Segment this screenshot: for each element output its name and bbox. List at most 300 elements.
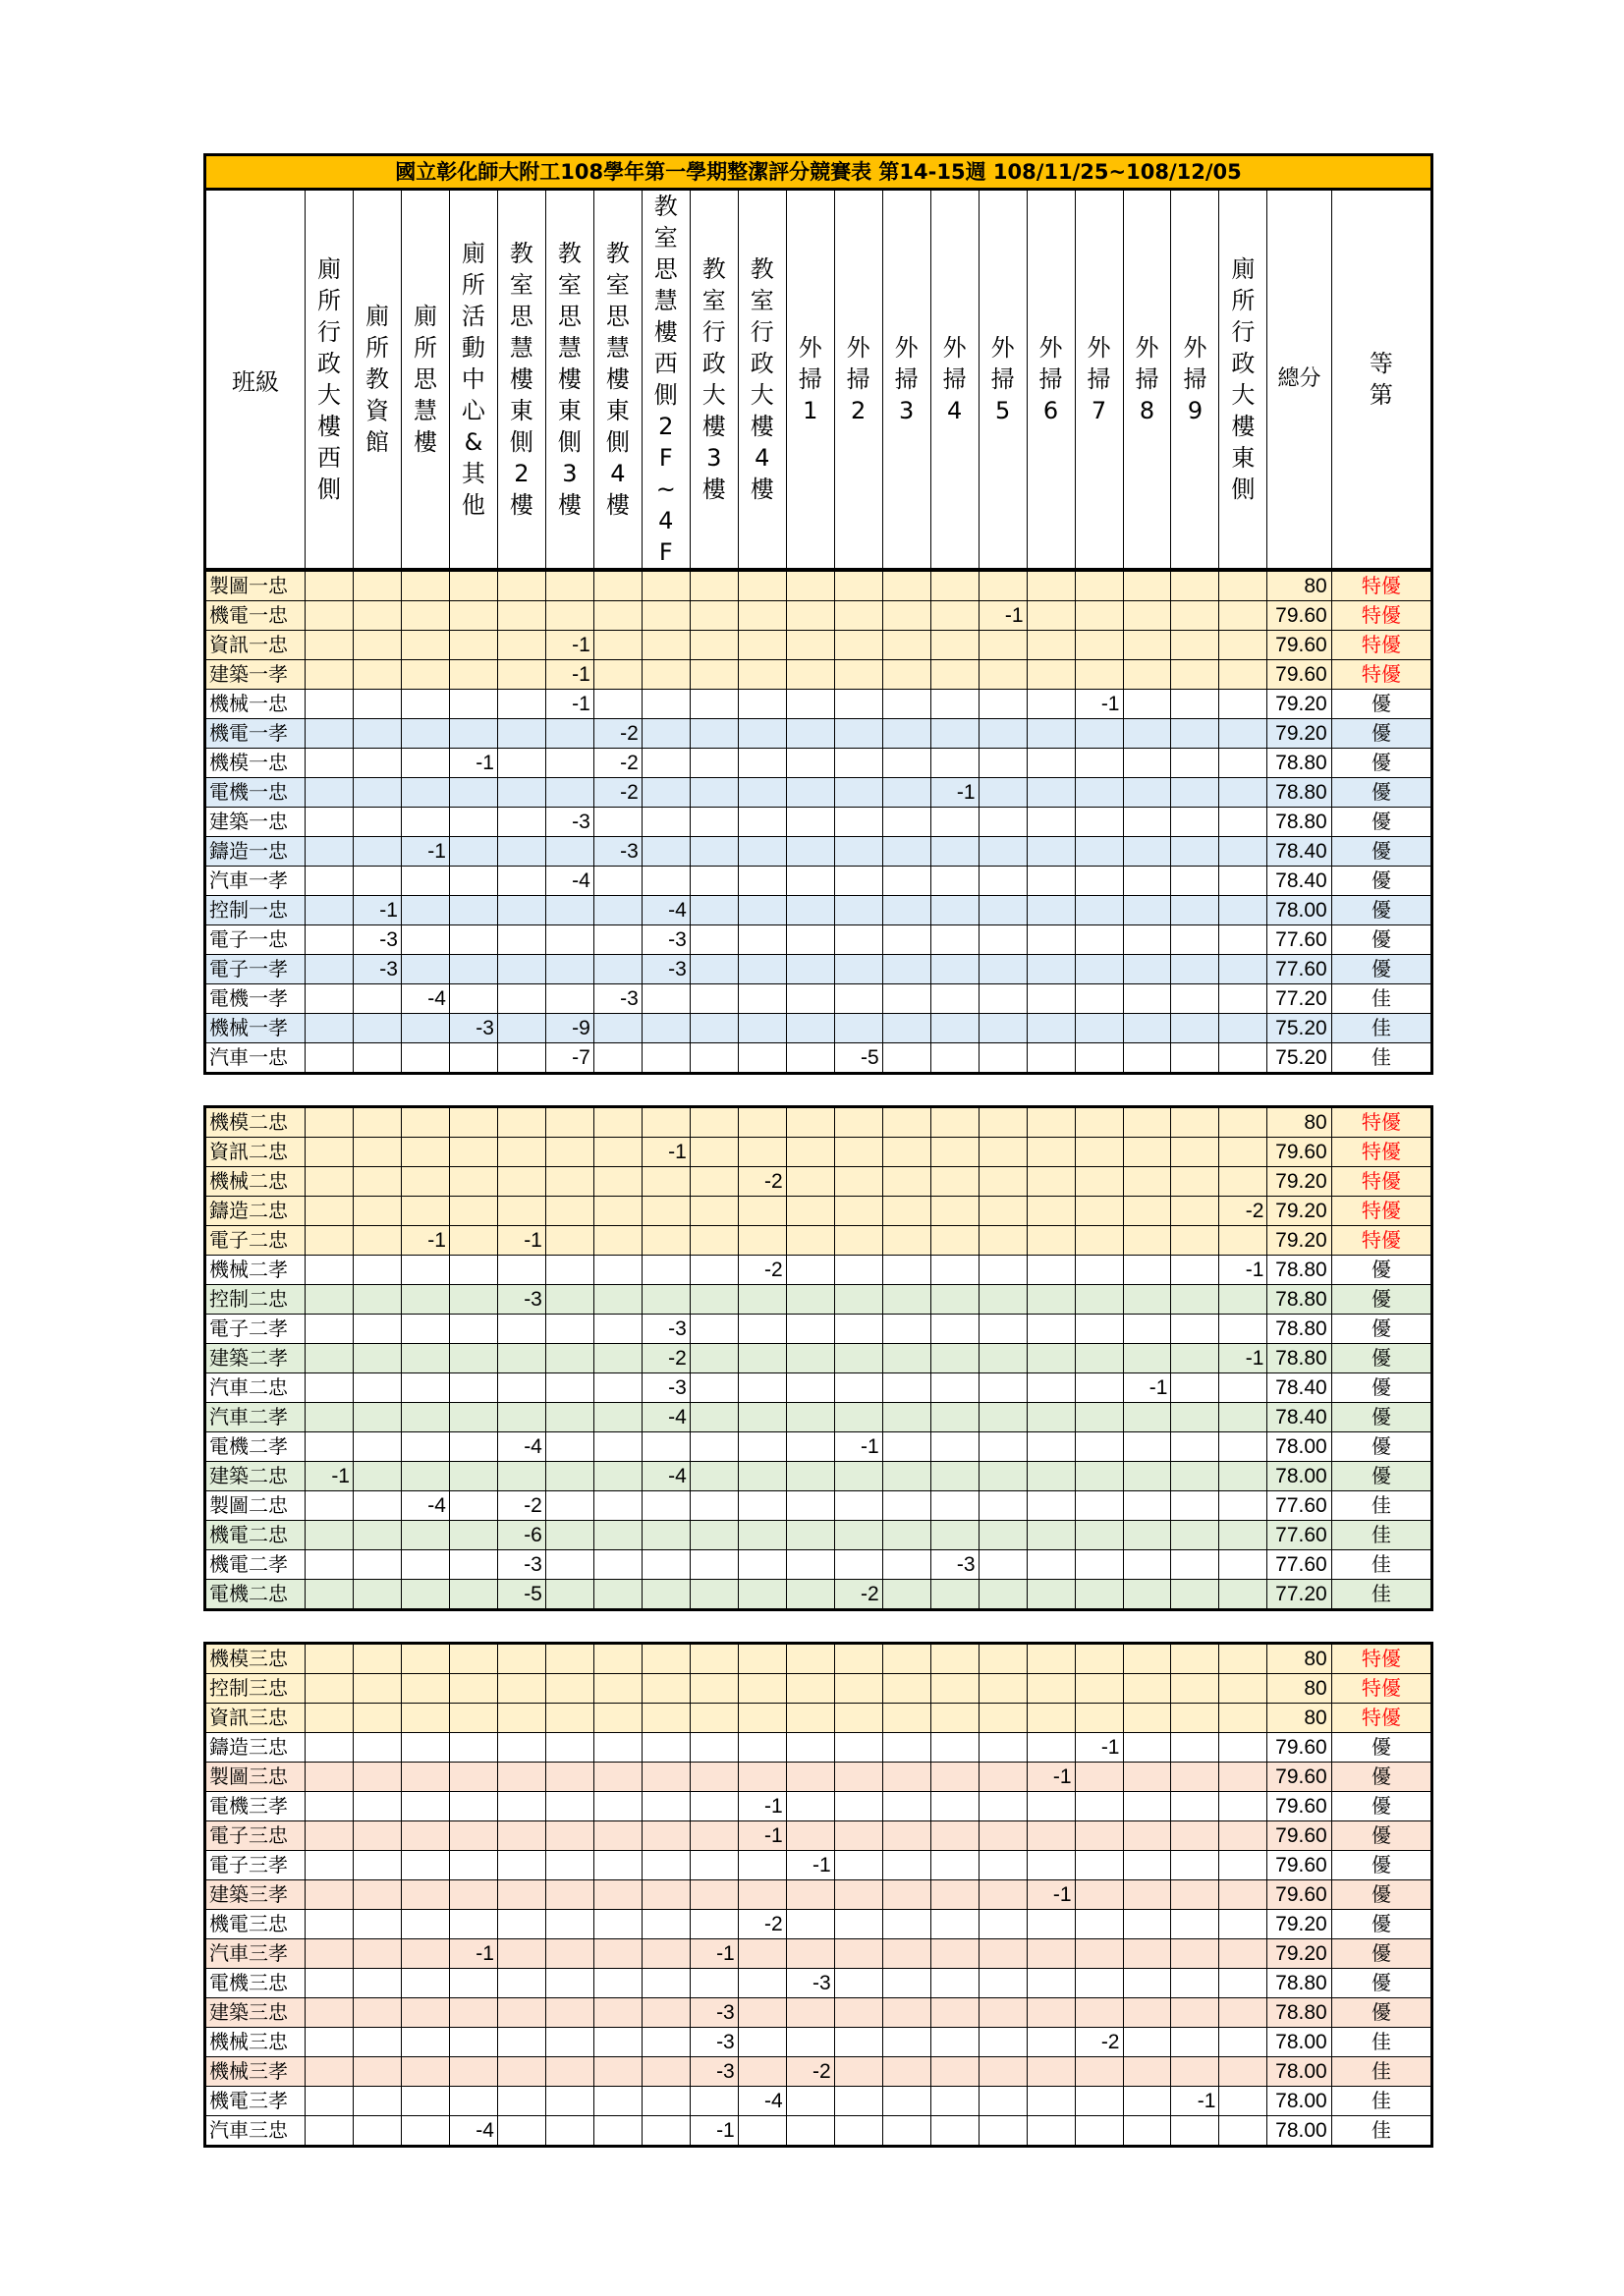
deduction-c6 (545, 719, 593, 749)
deduction-c2 (354, 1403, 402, 1432)
table-row (205, 1969, 1432, 1998)
deduction-c6 (545, 1998, 593, 2028)
deduction-c3 (401, 925, 449, 955)
deduction-c4 (449, 1821, 497, 1851)
deduction-c10 (738, 1285, 786, 1315)
deduction-c15 (979, 1403, 1027, 1432)
deduction-c9: -3 (690, 1998, 738, 2028)
deduction-c9 (690, 1969, 738, 1998)
grade-block-3 (203, 1642, 1433, 2148)
deduction-c2 (354, 1226, 402, 1256)
deduction-c17 (1075, 1939, 1123, 1969)
deduction-c4 (449, 1373, 497, 1403)
header-c3: 廁所思慧樓 (401, 191, 449, 570)
deduction-c10 (738, 1969, 786, 1998)
deduction-c10 (738, 867, 786, 896)
deduction-c10 (738, 925, 786, 955)
deduction-c16: -1 (1027, 1763, 1075, 1792)
deduction-c17 (1075, 1910, 1123, 1939)
deduction-c5 (497, 1107, 545, 1138)
deduction-c7 (593, 1315, 642, 1344)
deduction-c18 (1123, 1969, 1171, 1998)
deduction-c17 (1075, 1998, 1123, 2028)
deduction-c9 (690, 1763, 738, 1792)
deduction-c5 (497, 690, 545, 719)
rank-grade: 優 (1331, 1733, 1431, 1763)
deduction-c7 (593, 1550, 642, 1580)
deduction-c5: -3 (497, 1550, 545, 1580)
deduction-c2 (354, 867, 402, 896)
table-row (205, 1491, 1432, 1521)
deduction-c3 (401, 1939, 449, 1969)
deduction-c12 (834, 1550, 882, 1580)
deduction-c2 (354, 2116, 402, 2147)
deduction-c8 (642, 1580, 690, 1610)
deduction-c6 (545, 778, 593, 808)
deduction-c1 (306, 1107, 354, 1138)
deduction-c10 (738, 1226, 786, 1256)
deduction-c1 (306, 1344, 354, 1373)
deduction-c16 (1027, 1432, 1075, 1462)
deduction-c13 (882, 1763, 930, 1792)
class-name: 建築三孝 (205, 1880, 306, 1910)
deduction-c2 (354, 1763, 402, 1792)
deduction-c19 (1171, 1256, 1219, 1285)
deduction-c7: -2 (593, 749, 642, 778)
deduction-c8: -2 (642, 1344, 690, 1373)
deduction-c16 (1027, 749, 1075, 778)
class-name: 機械二忠 (205, 1167, 306, 1197)
rank-grade: 佳 (1331, 2116, 1431, 2147)
deduction-c15 (979, 1674, 1027, 1704)
deduction-c13 (882, 808, 930, 837)
deduction-c2 (354, 1138, 402, 1167)
deduction-c16 (1027, 955, 1075, 984)
deduction-c9 (690, 1821, 738, 1851)
deduction-c3 (401, 1821, 449, 1851)
deduction-c17 (1075, 1792, 1123, 1821)
deduction-c13 (882, 1580, 930, 1610)
deduction-c8 (642, 778, 690, 808)
rank-grade: 特優 (1331, 1226, 1431, 1256)
deduction-c4 (449, 1550, 497, 1580)
deduction-c2 (354, 601, 402, 631)
deduction-c14 (930, 1462, 979, 1491)
deduction-c20 (1219, 1491, 1267, 1521)
deduction-c6: -1 (545, 631, 593, 660)
deduction-c10 (738, 719, 786, 749)
rank-grade: 優 (1331, 1969, 1431, 1998)
deduction-c3 (401, 1674, 449, 1704)
rank-grade: 佳 (1331, 1550, 1431, 1580)
rank-grade: 優 (1331, 1763, 1431, 1792)
deduction-c15 (979, 1998, 1027, 2028)
deduction-c11 (786, 719, 834, 749)
total-score: 79.60 (1267, 1880, 1331, 1910)
rank-grade: 特優 (1331, 1644, 1431, 1674)
rank-grade: 優 (1331, 955, 1431, 984)
class-name: 電子二孝 (205, 1315, 306, 1344)
deduction-c12 (834, 1373, 882, 1403)
deduction-c19 (1171, 601, 1219, 631)
deduction-c2 (354, 1315, 402, 1344)
deduction-c19 (1171, 1763, 1219, 1792)
deduction-c16 (1027, 1851, 1075, 1880)
table-row (205, 1939, 1432, 1969)
deduction-c1 (306, 1674, 354, 1704)
deduction-c4 (449, 2057, 497, 2087)
deduction-c19 (1171, 1521, 1219, 1550)
deduction-c2 (354, 2087, 402, 2116)
deduction-c15 (979, 1043, 1027, 1074)
total-score: 79.20 (1267, 719, 1331, 749)
deduction-c16 (1027, 1226, 1075, 1256)
deduction-c12 (834, 1521, 882, 1550)
deduction-c18 (1123, 1256, 1171, 1285)
deduction-c12 (834, 2087, 882, 2116)
deduction-c20 (1219, 896, 1267, 925)
deduction-c14 (930, 808, 979, 837)
deduction-c12 (834, 1910, 882, 1939)
deduction-c12 (834, 1167, 882, 1197)
deduction-c5 (497, 1733, 545, 1763)
class-name: 電子三忠 (205, 1821, 306, 1851)
deduction-c7 (593, 2087, 642, 2116)
deduction-c15 (979, 690, 1027, 719)
deduction-c8: -3 (642, 955, 690, 984)
deduction-c2 (354, 1880, 402, 1910)
deduction-c17 (1075, 1550, 1123, 1580)
rank-grade: 優 (1331, 719, 1431, 749)
deduction-c6 (545, 1851, 593, 1880)
deduction-c5 (497, 1821, 545, 1851)
deduction-c14 (930, 749, 979, 778)
deduction-c15 (979, 1521, 1027, 1550)
deduction-c13 (882, 2116, 930, 2147)
deduction-c20 (1219, 690, 1267, 719)
deduction-c7 (593, 1226, 642, 1256)
deduction-c4 (449, 808, 497, 837)
deduction-c10 (738, 1107, 786, 1138)
deduction-c11 (786, 1821, 834, 1851)
deduction-c16 (1027, 1644, 1075, 1674)
deduction-c20 (1219, 749, 1267, 778)
deduction-c7 (593, 1674, 642, 1704)
deduction-c12 (834, 1285, 882, 1315)
class-name: 機電二忠 (205, 1521, 306, 1550)
deduction-c15 (979, 1462, 1027, 1491)
deduction-c12 (834, 572, 882, 601)
deduction-c16 (1027, 1821, 1075, 1851)
header-cls: 班級 (205, 191, 306, 570)
deduction-c16 (1027, 631, 1075, 660)
deduction-c10 (738, 1491, 786, 1521)
deduction-c6 (545, 896, 593, 925)
deduction-c16 (1027, 1344, 1075, 1373)
deduction-c11 (786, 837, 834, 867)
deduction-c12 (834, 778, 882, 808)
deduction-c8 (642, 1285, 690, 1315)
deduction-c5 (497, 1792, 545, 1821)
deduction-c8: -4 (642, 1462, 690, 1491)
deduction-c16 (1027, 660, 1075, 690)
deduction-c12 (834, 2057, 882, 2087)
deduction-c14 (930, 1432, 979, 1462)
deduction-c4 (449, 572, 497, 601)
deduction-c16 (1027, 867, 1075, 896)
header-c15: 外掃5 (979, 191, 1027, 570)
total-score: 77.60 (1267, 1521, 1331, 1550)
table-row (205, 1403, 1432, 1432)
table-row (205, 719, 1432, 749)
deduction-c13 (882, 1315, 930, 1344)
deduction-c5 (497, 778, 545, 808)
table-row (205, 837, 1432, 867)
total-score: 79.60 (1267, 601, 1331, 631)
deduction-c9 (690, 1432, 738, 1462)
deduction-c9 (690, 984, 738, 1014)
deduction-c13 (882, 1491, 930, 1521)
deduction-c13 (882, 1851, 930, 1880)
deduction-c3 (401, 2116, 449, 2147)
rank-grade: 特優 (1331, 1197, 1431, 1226)
deduction-c10 (738, 1403, 786, 1432)
deduction-c4 (449, 1580, 497, 1610)
deduction-c4 (449, 1138, 497, 1167)
deduction-c13 (882, 1373, 930, 1403)
deduction-c17 (1075, 1167, 1123, 1197)
deduction-c20 (1219, 1043, 1267, 1074)
deduction-c5 (497, 955, 545, 984)
deduction-c4 (449, 1998, 497, 2028)
deduction-c19 (1171, 896, 1219, 925)
rank-grade: 優 (1331, 1315, 1431, 1344)
deduction-c20 (1219, 1107, 1267, 1138)
deduction-c16 (1027, 1256, 1075, 1285)
class-name: 資訊一忠 (205, 631, 306, 660)
deduction-c12 (834, 2116, 882, 2147)
deduction-c15 (979, 808, 1027, 837)
deduction-c7 (593, 1969, 642, 1998)
total-score: 78.80 (1267, 1969, 1331, 1998)
deduction-c4 (449, 1043, 497, 1074)
deduction-c6 (545, 984, 593, 1014)
deduction-c19 (1171, 1344, 1219, 1373)
deduction-c9 (690, 1644, 738, 1674)
deduction-c8 (642, 1851, 690, 1880)
table-row (205, 749, 1432, 778)
deduction-c14 (930, 1821, 979, 1851)
deduction-c18 (1123, 1107, 1171, 1138)
deduction-c18 (1123, 1432, 1171, 1462)
deduction-c14 (930, 2028, 979, 2057)
deduction-c20 (1219, 1821, 1267, 1851)
deduction-c5: -5 (497, 1580, 545, 1610)
total-score: 80 (1267, 1704, 1331, 1733)
deduction-c11 (786, 1315, 834, 1344)
total-score: 79.60 (1267, 1792, 1331, 1821)
rank-grade: 優 (1331, 1851, 1431, 1880)
deduction-c8 (642, 1910, 690, 1939)
deduction-c14 (930, 1998, 979, 2028)
deduction-c20: -1 (1219, 1344, 1267, 1373)
deduction-c1 (306, 719, 354, 749)
total-score: 79.60 (1267, 631, 1331, 660)
deduction-c12 (834, 719, 882, 749)
deduction-c4 (449, 1969, 497, 1998)
deduction-c10 (738, 1550, 786, 1580)
rank-grade: 佳 (1331, 2028, 1431, 2057)
deduction-c4 (449, 1226, 497, 1256)
deduction-c19 (1171, 1107, 1219, 1138)
deduction-c3: -1 (401, 837, 449, 867)
table-row (205, 660, 1432, 690)
deduction-c19 (1171, 1550, 1219, 1580)
deduction-c2 (354, 837, 402, 867)
header-rank: 等第 (1331, 191, 1431, 570)
rank-grade: 優 (1331, 1998, 1431, 2028)
deduction-c13 (882, 1043, 930, 1074)
deduction-c4 (449, 719, 497, 749)
deduction-c9 (690, 601, 738, 631)
deduction-c15 (979, 2057, 1027, 2087)
deduction-c7 (593, 1043, 642, 1074)
deduction-c2 (354, 1644, 402, 1674)
deduction-c14 (930, 867, 979, 896)
deduction-c12 (834, 1851, 882, 1880)
total-score: 78.40 (1267, 837, 1331, 867)
deduction-c15 (979, 1138, 1027, 1167)
deduction-c8 (642, 984, 690, 1014)
total-score: 79.20 (1267, 1197, 1331, 1226)
deduction-c12 (834, 1107, 882, 1138)
deduction-c7 (593, 1998, 642, 2028)
deduction-c10 (738, 1644, 786, 1674)
deduction-c9: -3 (690, 2057, 738, 2087)
deduction-c18 (1123, 1462, 1171, 1491)
deduction-c7 (593, 808, 642, 837)
deduction-c20 (1219, 1315, 1267, 1344)
deduction-c15 (979, 660, 1027, 690)
table-row (205, 1733, 1432, 1763)
deduction-c1: -1 (306, 1462, 354, 1491)
deduction-c9 (690, 1167, 738, 1197)
deduction-c4: -3 (449, 1014, 497, 1043)
deduction-c7 (593, 1167, 642, 1197)
deduction-c13 (882, 1285, 930, 1315)
deduction-c19 (1171, 1432, 1219, 1462)
deduction-c9 (690, 1226, 738, 1256)
total-score: 78.80 (1267, 749, 1331, 778)
deduction-c3 (401, 1315, 449, 1344)
deduction-c6 (545, 1373, 593, 1403)
deduction-c6 (545, 1491, 593, 1521)
deduction-c18 (1123, 690, 1171, 719)
deduction-c11 (786, 601, 834, 631)
deduction-c12 (834, 1763, 882, 1792)
deduction-c8: -3 (642, 1373, 690, 1403)
deduction-c14: -3 (930, 1550, 979, 1580)
deduction-c1 (306, 1704, 354, 1733)
deduction-c17 (1075, 778, 1123, 808)
deduction-c1 (306, 778, 354, 808)
deduction-c10: -2 (738, 1910, 786, 1939)
table-row (205, 572, 1432, 601)
deduction-c18 (1123, 2087, 1171, 2116)
deduction-c16 (1027, 837, 1075, 867)
deduction-c5 (497, 1197, 545, 1226)
deduction-c5 (497, 601, 545, 631)
deduction-c3 (401, 601, 449, 631)
deduction-c18 (1123, 1315, 1171, 1344)
deduction-c11 (786, 1674, 834, 1704)
deduction-c5 (497, 837, 545, 867)
total-score: 78.80 (1267, 1256, 1331, 1285)
deduction-c4: -4 (449, 2116, 497, 2147)
deduction-c9 (690, 778, 738, 808)
deduction-c13 (882, 1998, 930, 2028)
deduction-c10: -2 (738, 1256, 786, 1285)
total-score: 79.60 (1267, 1733, 1331, 1763)
deduction-c17: -1 (1075, 690, 1123, 719)
class-name: 控制三忠 (205, 1674, 306, 1704)
deduction-c10 (738, 660, 786, 690)
deduction-c5 (497, 2028, 545, 2057)
deduction-c1 (306, 2116, 354, 2147)
deduction-c7 (593, 1939, 642, 1969)
deduction-c16 (1027, 719, 1075, 749)
deduction-c13 (882, 572, 930, 601)
deduction-c14 (930, 984, 979, 1014)
deduction-c5 (497, 1373, 545, 1403)
grade-block-2 (203, 1105, 1433, 1611)
deduction-c14 (930, 660, 979, 690)
rank-grade: 優 (1331, 867, 1431, 896)
deduction-c20 (1219, 1550, 1267, 1580)
rank-grade: 優 (1331, 1256, 1431, 1285)
deduction-c15 (979, 572, 1027, 601)
deduction-c2 (354, 1285, 402, 1315)
deduction-c3: -4 (401, 1491, 449, 1521)
deduction-c20 (1219, 867, 1267, 896)
deduction-c11 (786, 1167, 834, 1197)
deduction-c19 (1171, 1792, 1219, 1821)
deduction-c6 (545, 1580, 593, 1610)
deduction-c20 (1219, 1674, 1267, 1704)
deduction-c8 (642, 2057, 690, 2087)
deduction-c9 (690, 1197, 738, 1226)
deduction-c20 (1219, 1998, 1267, 2028)
deduction-c7 (593, 572, 642, 601)
deduction-c15 (979, 1969, 1027, 1998)
deduction-c20 (1219, 1462, 1267, 1491)
deduction-c12 (834, 1344, 882, 1373)
deduction-c8 (642, 1043, 690, 1074)
deduction-c14 (930, 1910, 979, 1939)
deduction-c14 (930, 690, 979, 719)
rank-grade: 佳 (1331, 2057, 1431, 2087)
deduction-c9: -3 (690, 2028, 738, 2057)
deduction-c20 (1219, 1432, 1267, 1462)
deduction-c13 (882, 2087, 930, 2116)
deduction-c2 (354, 1107, 402, 1138)
deduction-c3 (401, 867, 449, 896)
header-c11: 外掃1 (786, 191, 834, 570)
deduction-c15 (979, 1880, 1027, 1910)
rank-grade: 佳 (1331, 1043, 1431, 1074)
total-score: 77.60 (1267, 1550, 1331, 1580)
deduction-c16 (1027, 1197, 1075, 1226)
